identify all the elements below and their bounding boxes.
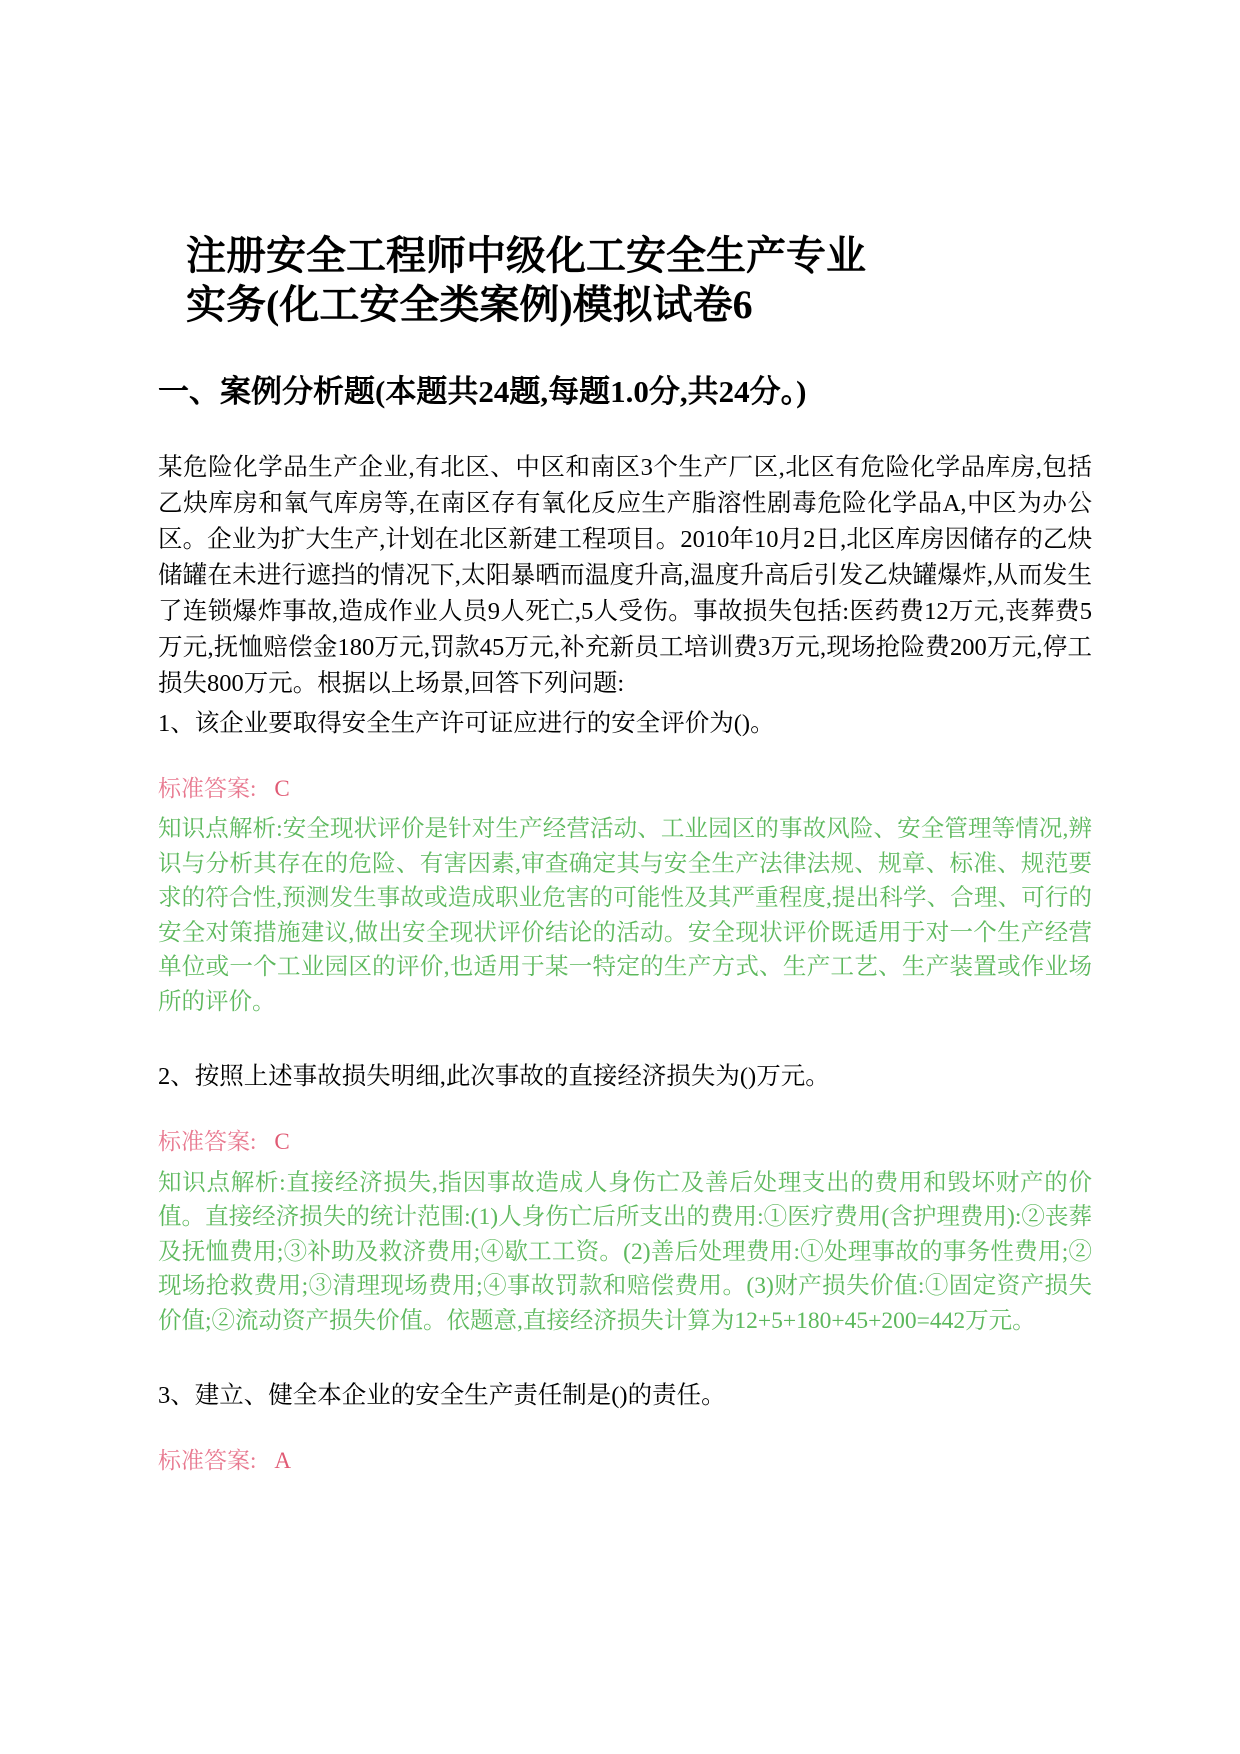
question-1-number: 1、 [158, 709, 195, 737]
question-3-number: 3、 [158, 1382, 195, 1410]
question-2-answer [158, 1125, 1092, 1160]
question-1-body: 该企业要取得安全生产许可证应进行的安全评价为()。 [194, 709, 775, 737]
question-1-text [158, 706, 1092, 742]
page-title-line-1: 注册安全工程师中级化工安全生产专业 [186, 233, 866, 278]
answer-label-2: 标准答案: [158, 1129, 257, 1155]
question-3-text [158, 1378, 1092, 1414]
document-content [158, 232, 1092, 1479]
question-2-text [158, 1059, 1092, 1095]
question-2-explanation: 知识点解析:直接经济损失,指因事故造成人身伤亡及善后处理支出的费用和毁坏财产的价值。直接经济损失的统计范围:(1)人身伤亡后所支出的费用:①医疗费用(含护理费用):②丧葬及抚恤费用;③补助及救济费用;④歇工工资。(2)善后处理费用:①处理事故的事务性费用;②现场抢救费用;③清理现场费用;④事故罚款和赔偿费用。(3)财产损失价值:①固定资产损失价值;②流动资产损失价值。依题意,直接经济损失计算为12+5+180+45+200=442万元。 [158, 1169, 1092, 1334]
answer-value-3: A [274, 1448, 292, 1474]
page-title [186, 232, 1092, 330]
question-3-body: 建立、健全本企业的安全生产责任制是()的责任。 [194, 1382, 726, 1410]
page-title-line-2: 实务(化工安全类案例)模拟试卷6 [186, 281, 753, 327]
answer-value-2: C [274, 1129, 290, 1155]
answer-label-3: 标准答案: [158, 1448, 257, 1474]
question-block-1 [158, 706, 1092, 1020]
case-scenario-paragraph: 某危险化学品生产企业,有北区、中区和南区3个生产厂区,北区有危险化学品库房,包括乙炔库房和氧气库房等,在南区存有氧化反应生产脂溶性剧毒危险化学品A,中区为办公区。企业为扩大生产,计划在北区新建工程项目。2010年10月2日,北区库房因储存的乙炔储罐在未进行遮挡的情况下,太阳暴晒而温度升高,温度升高后引发乙炔罐爆炸,从而发生了连锁爆炸事故,造成作业人员9人死亡,5人受伤。事故损失包括:医药费12万元,丧葬费5万元,抚恤赔偿金180万元,罚款45万元,补充新员工培训费3万元,现场抢险费200万元,停工损失800万元。根据以上场景,回答下列问题: [158, 453, 1092, 697]
question-block-2 [158, 1059, 1092, 1338]
question-2-number: 2、 [158, 1063, 195, 1091]
question-1-answer [158, 772, 1092, 807]
question-block-3 [158, 1378, 1092, 1479]
question-2-body: 按照上述事故损失明细,此次事故的直接经济损失为()万元。 [194, 1063, 830, 1091]
answer-label-1: 标准答案: [158, 775, 257, 801]
section-heading: 一、案例分析题(本题共24题,每题1.0分,共24分。) [158, 373, 807, 409]
question-3-answer [158, 1444, 1092, 1479]
question-1-explanation: 知识点解析:安全现状评价是针对生产经营活动、工业园区的事故风险、安全管理等情况,辨识与分析其存在的危险、有害因素,审查确定其与安全生产法律法规、规章、标准、规范要求的符合性,预测发生事故或造成职业危害的可能性及其严重程度,提出科学、合理、可行的安全对策措施建议,做出安全现状评价结论的活动。安全现状评价既适用于对一个生产经营单位或一个工业园区的评价,也适用于某一特定的生产方式、生产工艺、生产装置或作业场所的评价。 [158, 816, 1092, 1015]
answer-value-1: C [274, 775, 290, 801]
